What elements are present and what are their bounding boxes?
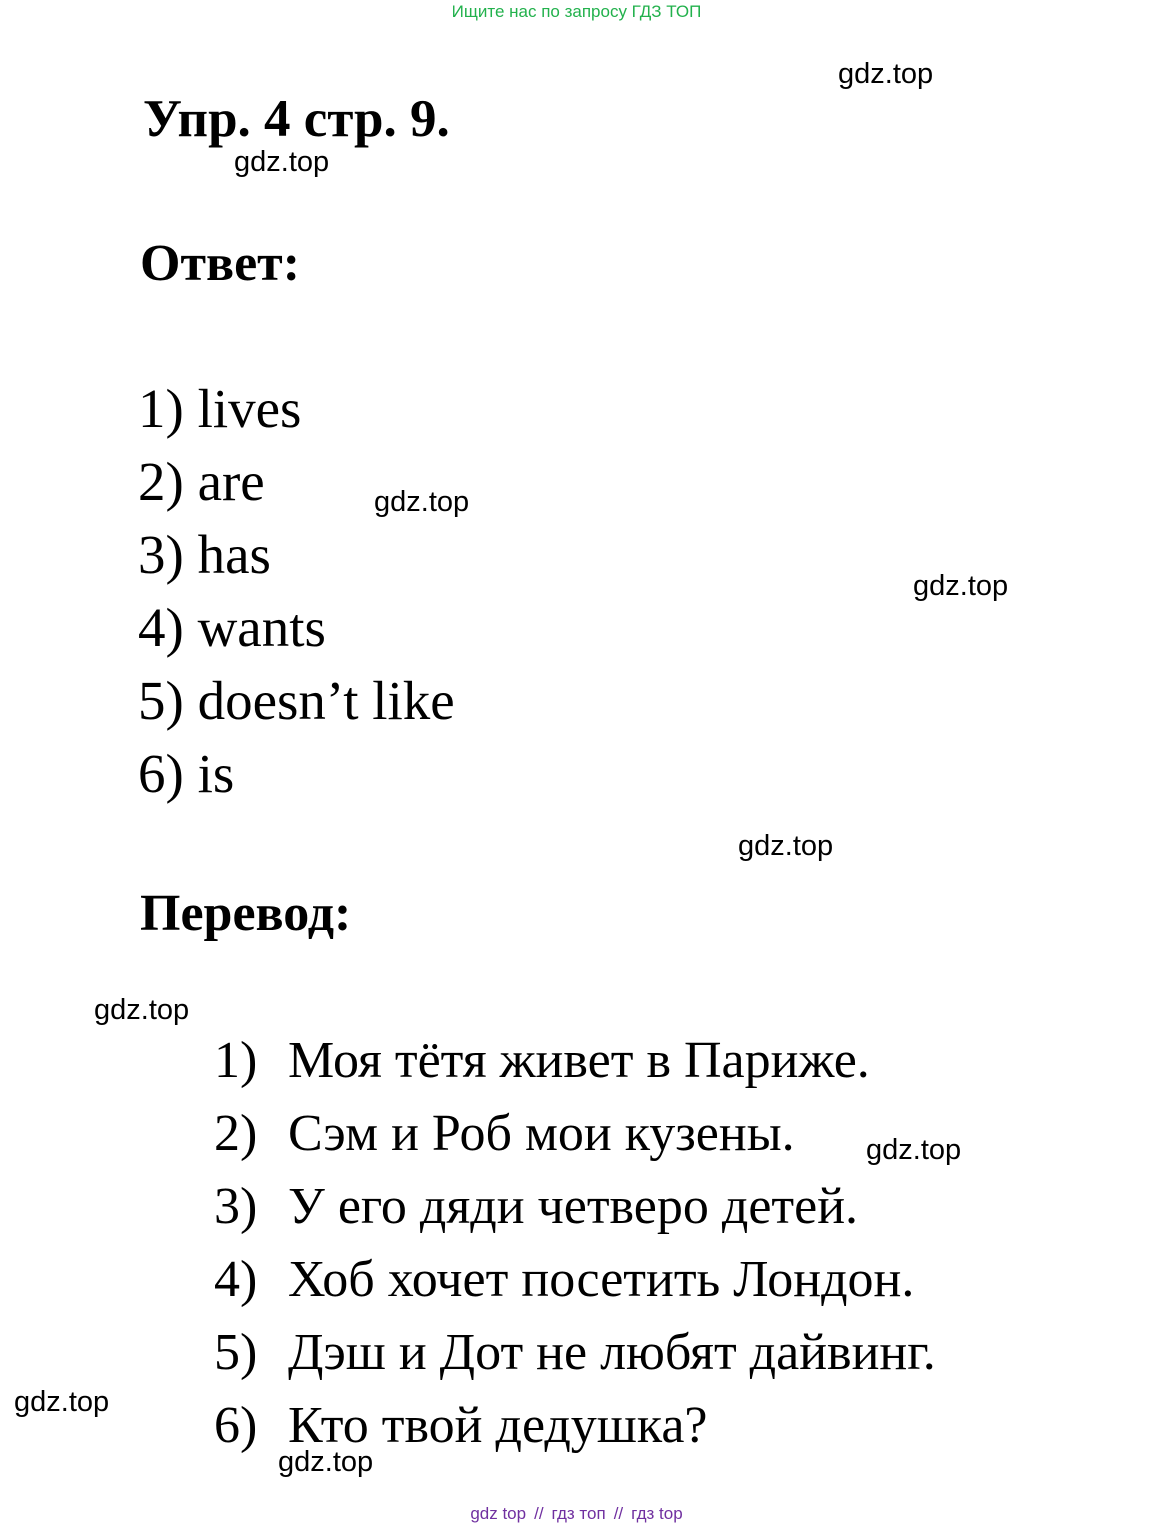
- footer-link[interactable]: гдз топ: [551, 1504, 606, 1523]
- translation-item: [214, 1024, 936, 1097]
- footer: [0, 1504, 1153, 1524]
- translation-text: Дэш и Дот не любят дайвинг.: [288, 1324, 936, 1381]
- translation-number: 1): [214, 1032, 258, 1089]
- watermark: gdz.top: [738, 830, 834, 862]
- translation-text: Кто твой дедушка?: [288, 1397, 708, 1454]
- translation-item: [214, 1097, 936, 1170]
- translation-number: 2): [214, 1105, 258, 1162]
- watermark: gdz.top: [866, 1134, 962, 1166]
- answer-item: [138, 591, 455, 664]
- footer-separator: //: [534, 1504, 544, 1523]
- answer-text: has: [197, 524, 271, 585]
- watermark: gdz.top: [14, 1386, 110, 1418]
- search-banner: Ищите нас по запросу ГДЗ ТОП: [451, 2, 702, 21]
- translation-number: 4): [214, 1251, 258, 1308]
- answer-item: [138, 664, 455, 737]
- footer-link[interactable]: гдз top: [631, 1504, 683, 1523]
- translation-number: 6): [214, 1397, 258, 1454]
- translation-heading: Перевод:: [140, 885, 352, 942]
- watermark: gdz.top: [94, 994, 190, 1026]
- answer-number: 2): [138, 451, 184, 512]
- translation-text: Моя тётя живет в Париже.: [288, 1032, 870, 1089]
- translation-item: [214, 1316, 936, 1389]
- answer-item: [138, 518, 455, 591]
- footer-link[interactable]: gdz top: [470, 1504, 527, 1523]
- watermark: gdz.top: [234, 146, 330, 178]
- answer-item: [138, 737, 455, 810]
- answer-text: lives: [197, 378, 302, 439]
- translation-list: [214, 1024, 936, 1462]
- translation-number: 5): [214, 1324, 258, 1381]
- watermark: gdz.top: [913, 570, 1009, 602]
- answer-text: is: [197, 743, 235, 804]
- translation-number: 3): [214, 1178, 258, 1235]
- answer-number: 3): [138, 524, 184, 585]
- translation-item: [214, 1170, 936, 1243]
- footer-separator: //: [613, 1504, 624, 1523]
- translation-item: [214, 1243, 936, 1316]
- translation-text: Сэм и Роб мои кузены.: [288, 1105, 795, 1162]
- answer-heading: Ответ:: [140, 235, 301, 292]
- answer-number: 1): [138, 378, 184, 439]
- watermark: gdz.top: [278, 1446, 374, 1478]
- answer-number: 5): [138, 670, 184, 731]
- watermark: gdz.top: [838, 58, 934, 90]
- watermark: gdz.top: [374, 486, 470, 518]
- answer-list: [138, 372, 455, 810]
- translation-text: Хоб хочет посетить Лондон.: [288, 1251, 915, 1308]
- answer-text: are: [197, 451, 265, 512]
- page-title: Упр. 4 стр. 9.: [143, 90, 450, 148]
- answer-text: wants: [197, 597, 326, 658]
- translation-text: У его дяди четверо детей.: [288, 1178, 859, 1235]
- answer-number: 4): [138, 597, 184, 658]
- answer-text: doesn’t like: [197, 670, 455, 731]
- answer-number: 6): [138, 743, 184, 804]
- answer-item: [138, 372, 455, 445]
